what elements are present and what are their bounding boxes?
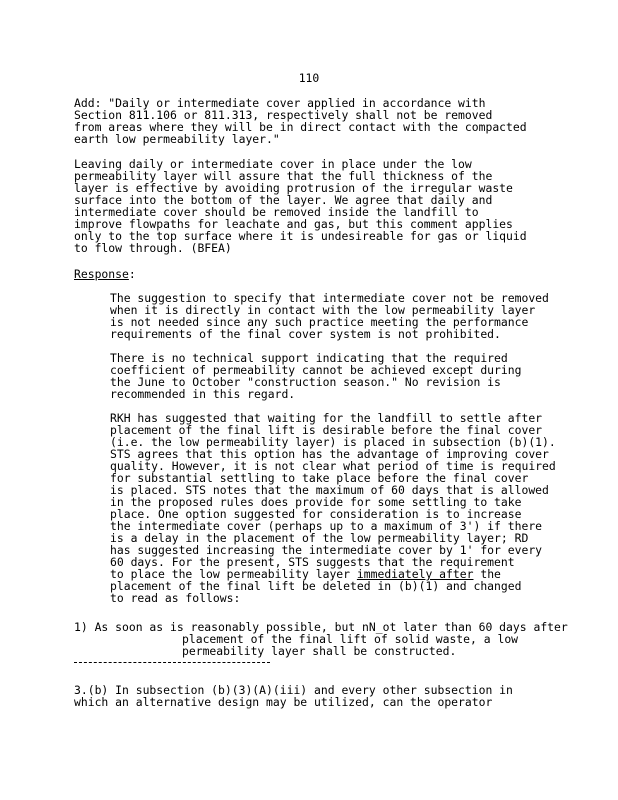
add-comment [74, 97, 584, 145]
text-line: placement of the final lift be deleted in (b)(1) and changed [110, 579, 522, 593]
text-line: surface into the bottom of the layer. We agree that daily and [74, 193, 493, 207]
text-line: requirements of the final cover system is not prohibited. [110, 327, 501, 341]
text-line: intermediate cover should be removed inside the landfill to [74, 205, 479, 219]
response-paragraph-3 [74, 412, 585, 604]
text-line: 3.(b) In subsection (b)(3)(A)(iii) and every other subsection in [74, 683, 513, 697]
text-line: recommended in this regard. [110, 387, 296, 401]
text-line: Leaving daily or intermediate cover in place under the low [74, 157, 472, 171]
text-line: has suggested increasing the intermediate cover by 1' for every [110, 543, 543, 557]
text-line: place. One option suggested for consideration is to increase [110, 507, 522, 521]
text-line: earth low permeability layer." [74, 132, 280, 146]
page-number: 110 [298, 71, 320, 85]
response-heading-text: Response [74, 267, 129, 281]
underlined-phrase: immediately after [356, 567, 474, 581]
text-line: (i.e. the low permeability layer) is placed in subsection (b)(1). [110, 435, 556, 449]
text-line: is a delay in the placement of the low permeability layer; RD [110, 531, 529, 545]
text-line: is placed. STS notes that the maximum of 60 days that is allowed [110, 483, 549, 497]
proposed-item-1 [74, 620, 568, 658]
response-colon: : [128, 267, 136, 281]
text-segment: to place the low permeability layer [110, 567, 357, 581]
text-line: RKH has suggested that waiting for the landfill to settle after [110, 411, 543, 425]
response-heading [74, 268, 549, 280]
text-segment: the [473, 567, 501, 581]
text-line: improve flowpaths for leachate and gas, but this comment applies [74, 217, 513, 231]
text-line: from areas where they will be in direct contact with the compacted [74, 120, 527, 134]
text-line: the June to October "construction season." No revision is [110, 375, 501, 389]
text-line: Section 811.106 or 811.313, respectively shall not be removed [74, 108, 493, 122]
response-paragraph-2 [74, 352, 585, 400]
text-line: to flow through. (BFEA) [74, 241, 232, 255]
text-line: STS agrees that this option has the advantage of improving cover [110, 447, 549, 461]
text-line: the intermediate cover (perhaps up to a maximum of 3') if there [110, 519, 543, 533]
text-line: permeability layer shall be constructed. [182, 644, 457, 658]
text-line: placement of the final lift of solid waste, a low [182, 632, 519, 646]
text-line: is not needed since any such practice meeting the performance [110, 315, 529, 329]
text-line: in the proposed rules does provide for some settling to take [110, 495, 522, 509]
text-line: The suggestion to specify that intermediate cover not be removed [110, 291, 549, 305]
text-line: quality. However, it is not clear what period of time is required [110, 459, 556, 473]
text-line: 60 days. For the present, STS suggests that the requirement [110, 555, 515, 569]
text-line: Add: "Daily or intermediate cover applied in accordance with [74, 96, 486, 110]
text-line: to read as follows: [110, 591, 241, 605]
text-line: permeability layer will assure that the full thickness of the [74, 169, 493, 183]
text-line: layer is effective by avoiding protrusion of the irregular waste [74, 181, 513, 195]
text-line: placement of the final lift is desirable before the final cover [110, 423, 543, 437]
text-line: only to the top surface where it is undesireable for gas or liquid [74, 229, 527, 243]
item-3-question [74, 684, 584, 708]
text-line: coefficient of permeability cannot be achieved except during [110, 363, 522, 377]
text-line: which an alternative design may be utilized, can the operator [74, 695, 493, 709]
text-line: for substantial settling to take place before the final cover [110, 471, 529, 485]
text-line: There is no technical support indicating that the required [110, 351, 508, 365]
dashed-divider [74, 662, 270, 663]
text-line: when it is directly in contact with the low permeability layer [110, 303, 536, 317]
response-paragraph-1 [74, 292, 585, 340]
text-line: 1) As soon as is reasonably possible, but nN_ot later than 60 days after [74, 620, 568, 634]
leaving-comment [74, 158, 584, 254]
